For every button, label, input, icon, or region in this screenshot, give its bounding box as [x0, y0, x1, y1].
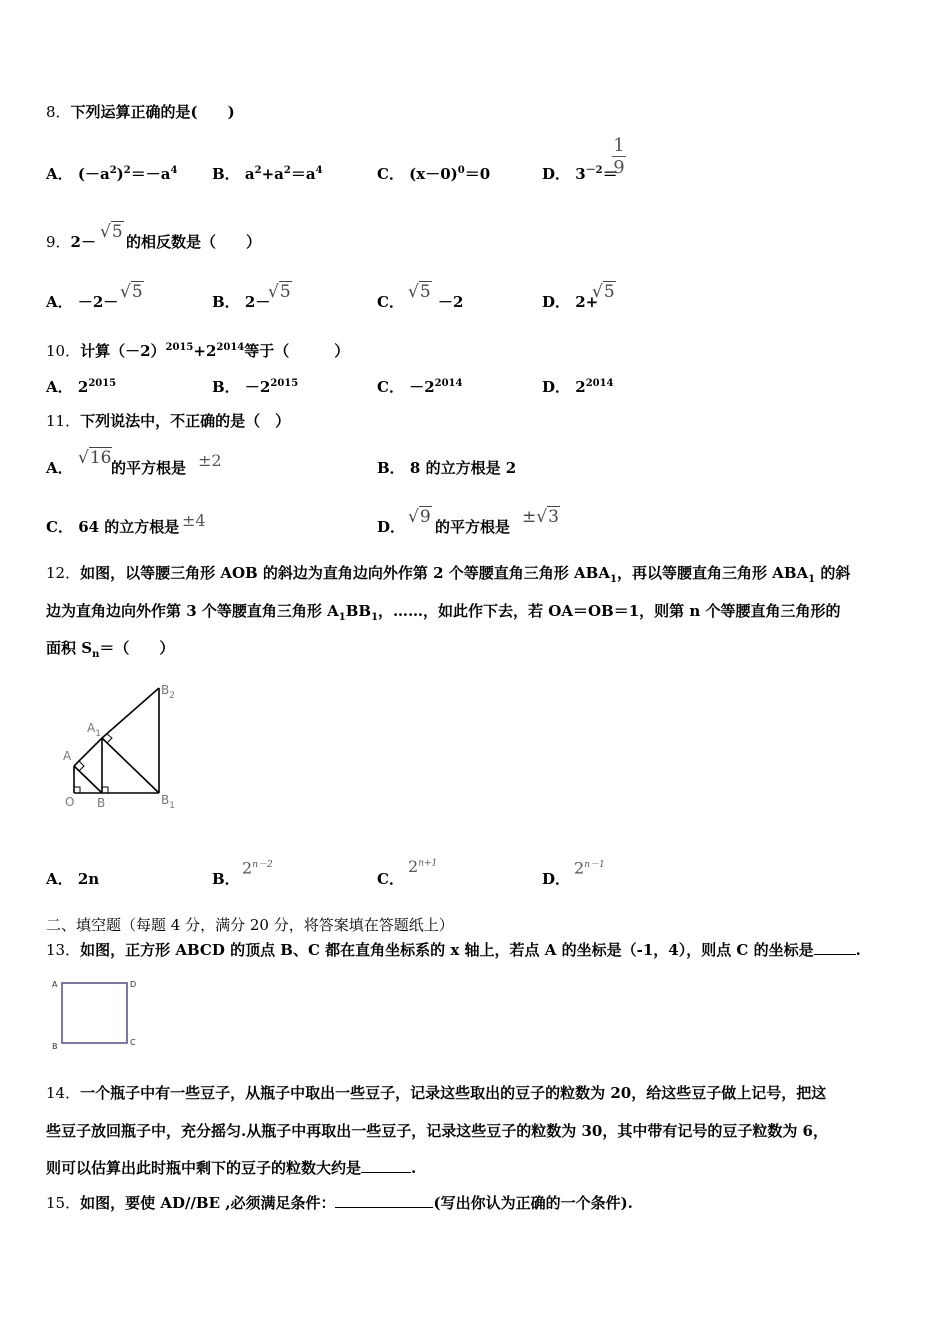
fig-right-angle-a1 [107, 734, 112, 743]
q11-option-b: B． 8 的立方根是 2 [377, 459, 517, 477]
q11-a-sqrt: √16 [78, 448, 112, 468]
q8-d-fraction: 1 9 [613, 135, 625, 178]
q13-answer-blank[interactable] [814, 954, 856, 955]
q11-c-value: ±4 [182, 511, 206, 530]
q12-line3: 面积 $S_n=$（ ） [46, 639, 175, 660]
q11-d-sqrt: √9 [408, 507, 431, 527]
q8-stem: 8．下列运算正确的是( ) [46, 103, 235, 121]
q9-stem: 9．2－ [46, 233, 96, 251]
fig-right-angle-b [102, 787, 108, 793]
fig-label-b2: $B_2$ [161, 683, 175, 701]
q12-line1: 12．如图，以等腰三角形 AOB 的斜边为直角边向外作第 2 个等腰直角三角形 $ABA_1$，再以等腰直角三角形 $ABA_1$ 的斜 [46, 564, 851, 585]
q12-line2: 边为直角边向外作第 3 个等腰直角三角形 $A_1BB_1$，……，如此作下去，若 OA＝OB＝1，则第 n 个等腰直角三角形的 [46, 602, 841, 623]
q13-figure [50, 976, 145, 1056]
q12-b-expr: $2^{n-2}$ [242, 858, 273, 878]
fig-line-a1b1 [102, 738, 159, 793]
q10-stem: 10．计算$(-2)^{2015}+2^{2014}$等于（ ） [46, 342, 350, 360]
q14-line3: 则可以估算出此时瓶中剩下的豆子的粒数大约是 . [46, 1159, 417, 1177]
q11-option-c: C． 64 的立方根是 [46, 518, 180, 536]
q12-c-expr: $2^{n+1}$ [408, 857, 438, 876]
q14-line2: 些豆子放回瓶子中，充分摇匀.从瓶子中再取出一些豆子，记录这些豆子的粒数为 30，其中带有记号的豆子粒数为 6， [46, 1122, 828, 1140]
q8-option-d: D． $3^{-2}=$ [542, 165, 618, 183]
q12-option-a: A． 2n [46, 870, 100, 888]
q11-d-value: ±√3 [522, 507, 559, 527]
q10-option-b: B． $-2^{2015}$ [212, 378, 299, 396]
q9-d-sqrt: √5 [592, 282, 615, 302]
q12-figure [55, 680, 190, 815]
q10-option-d: D． $2^{2014}$ [542, 378, 614, 396]
fig-square-abcd [62, 983, 127, 1043]
q12-option-c: C． [377, 870, 404, 888]
q12-d-expr: $2^{n-1}$ [574, 858, 605, 878]
q9-option-d: D． 2+ [542, 293, 599, 311]
q15-answer-blank[interactable] [335, 1207, 433, 1208]
q10-option-a: A． $2^{2015}$ [46, 378, 117, 396]
q14-answer-blank[interactable] [361, 1172, 411, 1173]
fig-right-angle-a [79, 761, 84, 771]
fig-label-a: A [63, 749, 72, 763]
q9-option-b: B． 2－ [212, 293, 271, 311]
fig-label-b: B [97, 796, 106, 810]
q14-line1: 14．一个瓶子中有一些豆子，从瓶子中取出一些豆子，记录这些取出的豆子的粒数为 20，给这些豆子做上记号，把这 [46, 1084, 827, 1102]
fig-line-ab [74, 766, 102, 793]
q13-stem: 13．如图，正方形 ABCD 的顶点 B、C 都在直角坐标系的 x 轴上，若点 A 的坐标是（-1，4），则点 C 的坐标是 . [46, 941, 861, 959]
fig-label-b1: $B_1$ [161, 793, 175, 811]
q11-a-value: ±2 [198, 451, 222, 470]
fig13-label-b: B [52, 1042, 58, 1051]
fig-line-a1b2 [102, 688, 159, 738]
q11-a-text: 的平方根是 [111, 459, 187, 477]
q8-option-c: C． $(x-0)^0=0$ [377, 165, 491, 183]
q11-d-text: 的平方根是 [435, 518, 511, 536]
q12-option-d: D． [542, 870, 571, 888]
q9-b-sqrt: √5 [268, 282, 291, 302]
q10-option-c: C． $-2^{2014}$ [377, 378, 463, 396]
q11-option-a: A． [46, 459, 73, 477]
section2-title: 二、填空题（每题 4 分，满分 20 分，将答案填在答题纸上） [46, 916, 454, 934]
fig-label-a1: $A_1$ [87, 721, 101, 739]
q9-stem-post: 的相反数是（ ） [126, 233, 262, 251]
q9-option-c: C． [377, 293, 404, 311]
q11-stem: 11．下列说法中，不正确的是（ ） [46, 412, 291, 430]
q15-stem: 15．如图，要使 AD//BE ,必须满足条件： (写出你认为正确的一个条件). [46, 1194, 633, 1212]
q9-stem-sqrt: √5 [100, 222, 123, 242]
fig13-label-d: D [130, 980, 137, 989]
fig13-label-c: C [130, 1038, 136, 1047]
q12-option-b: B． [212, 870, 240, 888]
q9-c-sqrt: √5 [408, 282, 431, 302]
fig13-label-a: A [52, 980, 58, 989]
fig-label-o: O [65, 795, 75, 809]
q8-option-b: B． $a^2+a^2=a^4$ [212, 165, 323, 183]
q9-c-post: －2 [438, 293, 464, 311]
fig-right-angle-o [74, 787, 80, 793]
q8-option-a: A． $(-a^2)^2=-a^4$ [46, 165, 178, 183]
q9-option-a: A． －2－ [46, 293, 119, 311]
q11-option-d: D． [377, 518, 406, 536]
fig-line-aa1 [74, 738, 102, 766]
q9-a-sqrt: √5 [120, 282, 143, 302]
